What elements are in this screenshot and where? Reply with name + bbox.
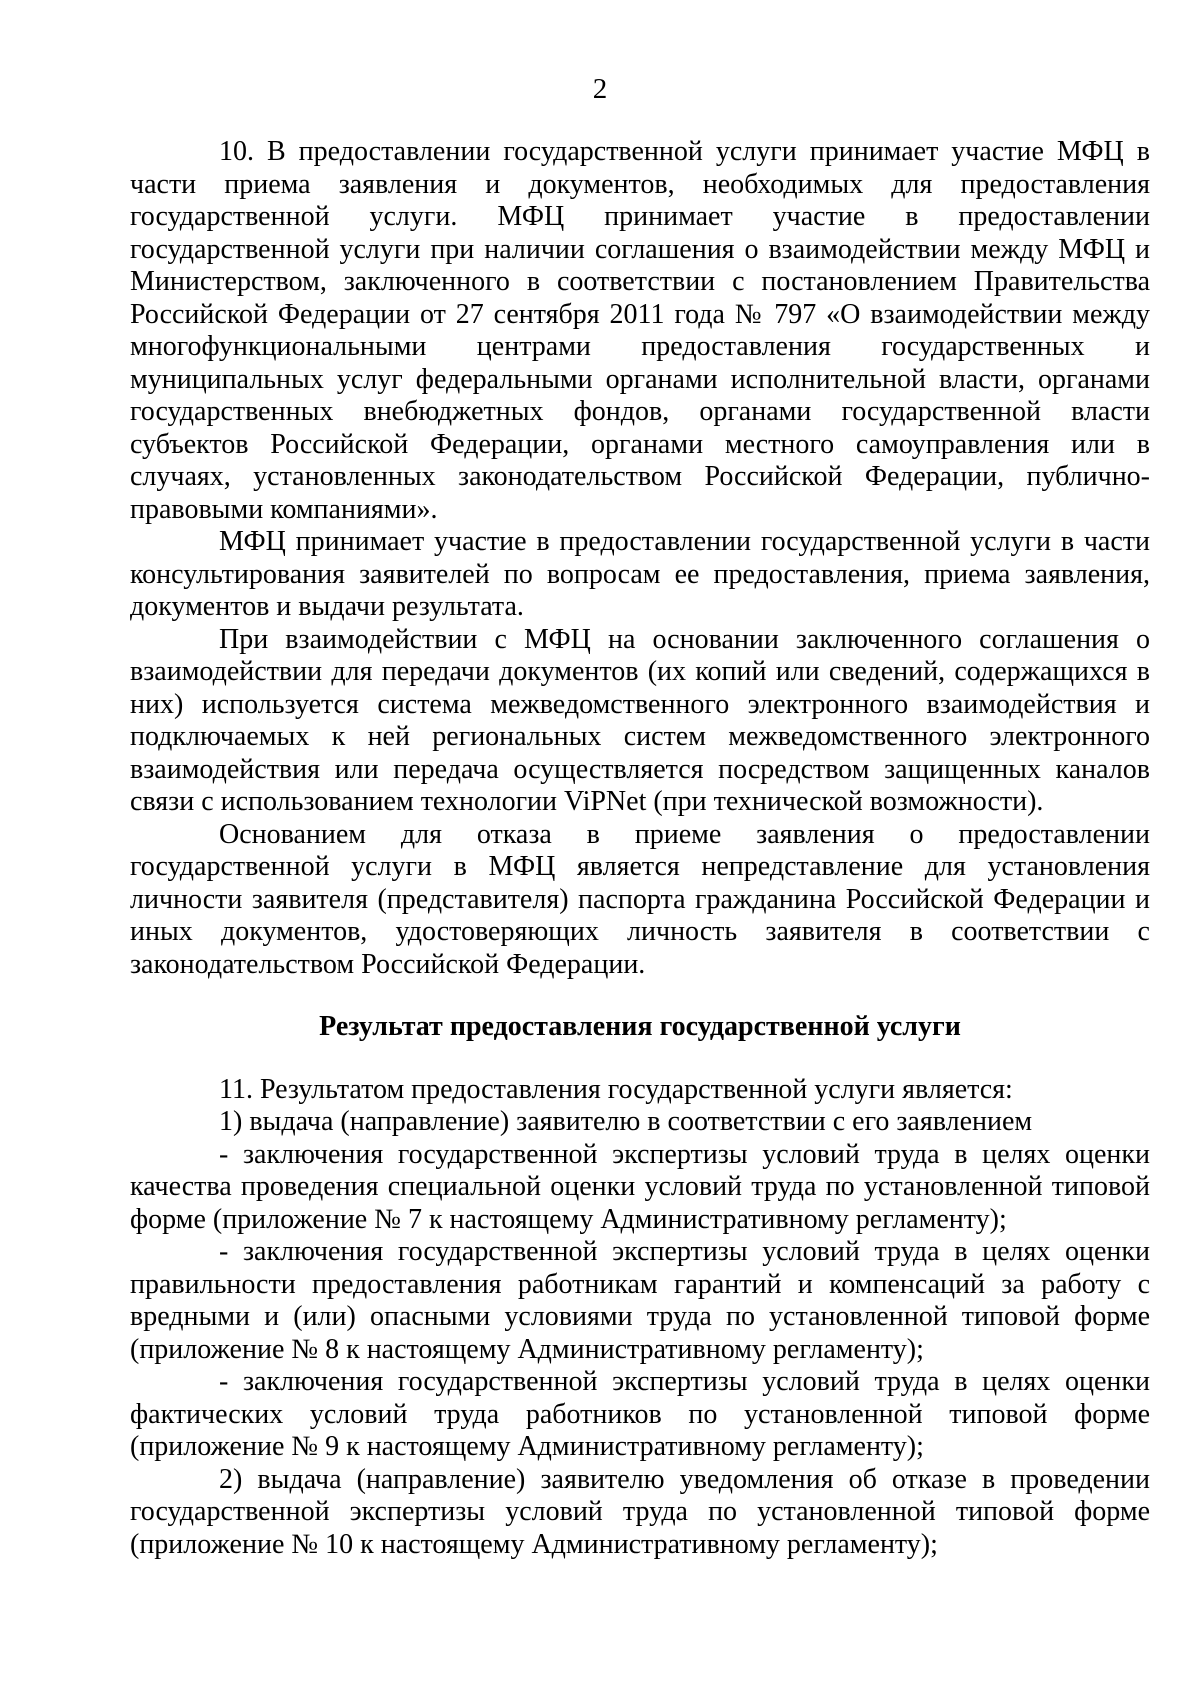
section-heading: Результат предоставления государственной услуги	[319, 1011, 961, 1042]
page-number: 2	[592, 73, 608, 105]
paragraph-refusal-grounds: Основанием для отказа в приеме заявления о предоставлении государственной услуги в МФЦ является непредставление для установления личности заявителя (представителя) паспорта гражданина Российской Федерации и иных документов, удостоверяющих личность заявителя в соответствии с законодательством Российской Федерации.	[130, 818, 1150, 980]
paragraph-subitem-2: 2) выдача (направление) заявителю уведомления об отказе в проведении государственной экспертизы условий труда по установленной типовой форме (приложение № 10 к настоящему Административному регламенту);	[130, 1463, 1150, 1560]
document-body	[130, 136, 1150, 1561]
paragraph-item-11-result: 11. Результатом предоставления государственной услуги является:	[219, 1073, 1013, 1105]
paragraph-interagency-exchange: При взаимодействии с МФЦ на основании заключенного соглашения о взаимодействии для передачи документов (их копий или сведений, содержащихся в них) используется система межведомственного электронного взаимодействия и подключаемых к ней региональных систем межведомственного электронного взаимодействия или передача осуществляется посредством защищенных каналов связи с использованием технологии ViPNet (при технической возможности).	[130, 623, 1150, 817]
list-item-conclusion-quality: - заключения государственной экспертизы условий труда в целях оценки качества проведения специальной оценки условий труда по установленной типовой форме (приложение № 7 к настоящему Административному регламенту);	[130, 1138, 1150, 1235]
paragraph-item-10-mfc-participation: 10. В предоставлении государственной услуги принимает участие МФЦ в части приема заявления и документов, необходимых для предоставления государственной услуги. МФЦ принимает участие в предоставлении государственной услуги при наличии соглашения о взаимодействии между МФЦ и Министерством, заключенного в соответствии с постановлением Правительства Российской Федерации от 27 сентября 2011 года № 797 «О взаимодействии между многофункциональными центрами предоставления государственных и муниципальных услуг федеральными органами исполнительной власти, органами государственных внебюджетных фондов, органами государственной власти субъектов Российской Федерации, органами местного самоуправления или в случаях, установленных законодательством Российской Федерации, публично-правовыми компаниями».	[130, 136, 1150, 525]
list-item-conclusion-guarantees: - заключения государственной экспертизы условий труда в целях оценки правильности предоставления работникам гарантий и компенсаций за работу с вредными и (или) опасными условиями труда по установленной типовой форме (приложение № 8 к настоящему Административному регламенту);	[130, 1236, 1150, 1365]
paragraph-subitem-1: 1) выдача (направление) заявителю в соответствии с его заявлением	[219, 1106, 1033, 1137]
paragraph-mfc-consulting: МФЦ принимает участие в предоставлении государственной услуги в части консультирования заявителей по вопросам ее предоставления, приема заявления, документов и выдачи результата.	[130, 526, 1150, 622]
list-item-conclusion-actual-conditions: - заключения государственной экспертизы условий труда в целях оценки фактических условий труда работников по установленной типовой форме (приложение № 9 к настоящему Административному регламенту);	[130, 1366, 1150, 1462]
